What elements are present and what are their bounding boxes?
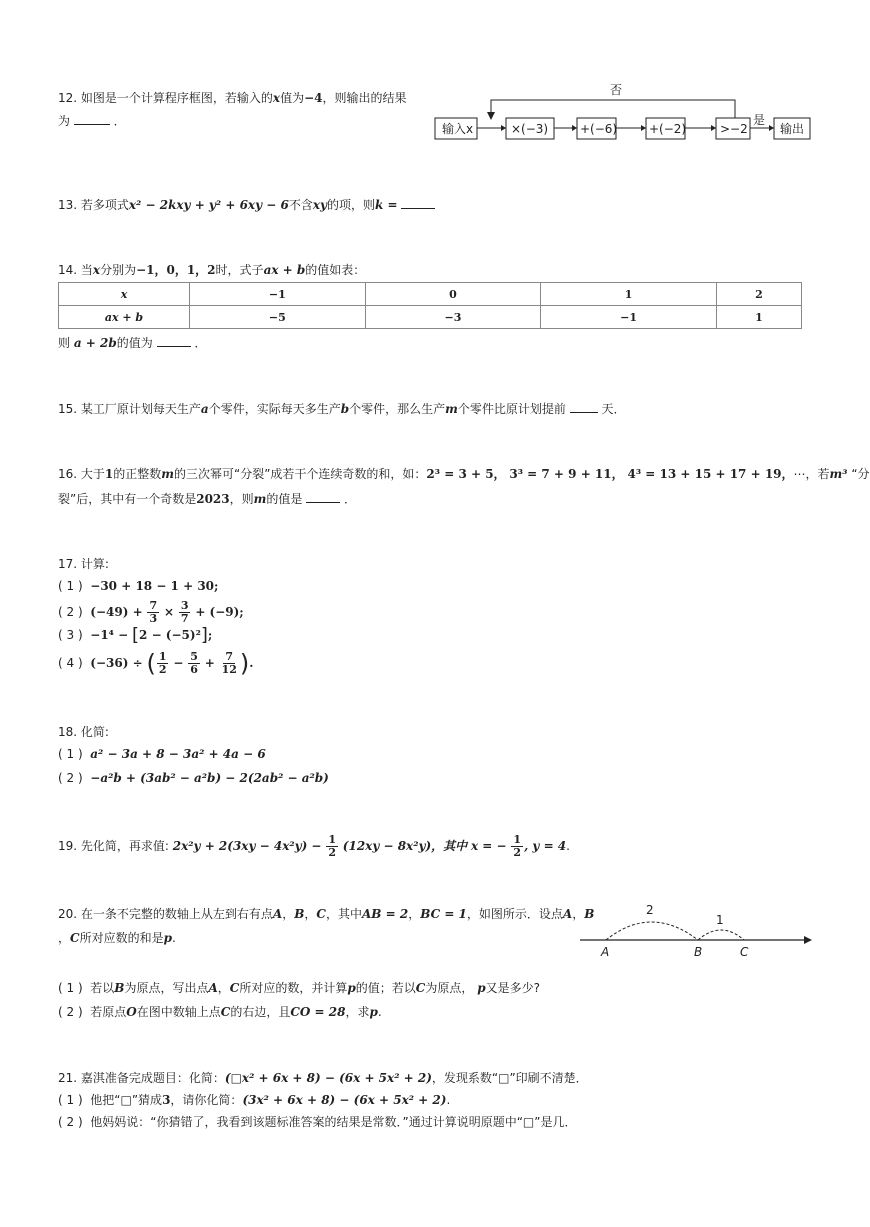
table-cell: −1 xyxy=(190,283,366,306)
point-a-label: A xyxy=(601,945,610,959)
arc-ab xyxy=(606,922,698,940)
fraction: $\frac{1}{2}$ xyxy=(158,650,167,676)
q18-part2: ( 2 ) −a²b + (3ab² − a²b) − 2(2ab² − a²b) xyxy=(58,771,329,785)
fraction: $\frac{1}{2}$ xyxy=(328,833,336,859)
flowchart-arrowhead-2 xyxy=(572,125,577,131)
answer-blank[interactable] xyxy=(570,400,598,413)
table-cell: −5 xyxy=(190,306,366,329)
q18-part1: ( 1 ) a² − 3a + 8 − 3a² + 4a − 6 xyxy=(58,747,266,761)
flowchart-input-label: 输入x xyxy=(442,122,474,136)
q21-line1: 21. 嘉淇准备完成题目：化简：(□x² + 6x + 8) − (6x + 5x² + 2)，发现系数“□”印刷不清楚． xyxy=(58,1071,588,1085)
fraction: $\frac{7}{12}$ xyxy=(221,650,237,676)
flowchart-add2-label: +(−2) xyxy=(649,122,687,136)
flowchart-arrowhead-4 xyxy=(711,125,716,131)
table-cell: 2 xyxy=(716,283,801,306)
arc-bc-label: 1 xyxy=(716,913,724,927)
q20-line1: 20. 在一条不完整的数轴上从左到右有点A，B，C，其中AB = 2，BC = 1，如图所示．设点A，B xyxy=(58,907,595,921)
flowchart-arrowhead-5 xyxy=(769,125,774,131)
point-c-label: C xyxy=(740,945,749,959)
q17-part3: ( 3 ) −1⁴ − [2 − (−5)²]; xyxy=(58,624,213,646)
fraction: $\frac{7}{3}$ xyxy=(149,599,158,625)
q17-part1: ( 1 ) −30 + 18 − 1 + 30; xyxy=(58,579,219,593)
answer-blank[interactable] xyxy=(306,490,340,503)
table-cell: 1 xyxy=(541,283,717,306)
q15-line: 15. 某工厂原计划每天生产a个零件，实际每天多生产b个零件，那么生产m个零件比原计划提前 天． xyxy=(58,402,626,416)
table-cell: −1 xyxy=(541,306,717,329)
q14-line: 14. 当x分别为−1，0，1，2时，式子ax + b的值如表： xyxy=(58,263,366,277)
q17-part2: ( 2 ) (−49) + $\frac{7}{3}$ × $\frac{3}{7}$ + (−9); xyxy=(58,599,244,625)
table-cell: 1 xyxy=(716,306,801,329)
q20-line2: ，C所对应数的和是p. xyxy=(58,931,176,945)
fraction: $\frac{3}{7}$ xyxy=(180,599,189,625)
table-cell: −3 xyxy=(365,306,541,329)
table-cell: ax + b xyxy=(59,306,190,329)
q13-line: 13. 若多项式x² − 2kxy + y² + 6xy − 6不含xy的项，则k = xyxy=(58,196,435,213)
fraction: $\frac{5}{6}$ xyxy=(190,650,198,676)
flowchart-multiply-label: ×(−3) xyxy=(511,122,549,136)
point-b-label: B xyxy=(694,945,703,959)
number-line-arrowhead xyxy=(804,936,812,944)
q17-title: 17. 计算: xyxy=(58,557,109,571)
flowchart-compare-label: >−2 xyxy=(720,122,748,136)
q21-part2: ( 2 ) 他妈妈说：“你猜错了，我看到该题标准答案的结果是常数．”通过计算说明原题中“□”是几． xyxy=(58,1115,577,1129)
arc-bc xyxy=(698,930,744,940)
flowchart-yes-label: 是 xyxy=(753,113,766,127)
flowchart-add1-label: +(−6) xyxy=(580,122,618,136)
table-row xyxy=(59,283,802,306)
q16-line2: 裂”后，其中有一个奇数是2023，则m的值是 ． xyxy=(58,492,357,506)
flowchart-arrowhead-1 xyxy=(501,125,506,131)
q12-line1: 12. 如图是一个计算程序框图，若输入的x值为−4，则输出的结果 xyxy=(58,91,407,105)
q20-part1: ( 1 ) 若以B为原点，写出点A，C所对应的数，并计算p的值；若以C为原点， p又是多少? xyxy=(58,981,540,995)
answer-blank[interactable] xyxy=(74,112,110,125)
q18-title: 18. 化简: xyxy=(58,725,109,739)
flowchart-loop-arrowhead xyxy=(487,112,495,120)
flowchart-no-label: 否 xyxy=(610,83,623,97)
q12-line2: 为 ． xyxy=(58,114,126,128)
q21-part1: ( 1 ) 他把“□”猜成3，请你化简：(3x² + 6x + 8) − (6x + 5x² + 2). xyxy=(58,1093,451,1107)
answer-blank[interactable] xyxy=(401,196,435,209)
flowchart-output-label: 输出 xyxy=(780,122,805,136)
q14-after-line: 则 a + 2b的值为 ． xyxy=(58,336,207,350)
table-cell: x xyxy=(59,283,190,306)
table-row xyxy=(59,306,802,329)
flowchart-arrowhead-3 xyxy=(641,125,646,131)
q14-value-table xyxy=(58,282,802,329)
answer-blank[interactable] xyxy=(157,334,191,347)
q19-line: 19. 先化简，再求值: 2x²y + 2(3xy − 4x²y) − $\frac{1}{2}$ (12xy − 8x²y)，其中 x = − $\frac{1}{2}$ , y = 4. xyxy=(58,833,570,859)
table-cell: 0 xyxy=(365,283,541,306)
flowchart-loop-line xyxy=(491,100,735,118)
q16-line1: 16. 大于1的正整数m的三次幂可“分裂”成若干个连续奇数的和，如：2³ = 3 + 5， 3³ = 7 + 9 + 11， 4³ = 13 + 15 + 17 + 19，⋯，若m³ “分 xyxy=(58,467,870,481)
q17-part4: ( 4 ) (−36) ÷ ( $\frac{1}{2}$ − $\frac{5}{6}$ + $\frac{7}{12}$ ). xyxy=(58,649,254,678)
fraction: $\frac{1}{2}$ xyxy=(513,833,522,859)
arc-ab-label: 2 xyxy=(646,903,654,917)
flowchart xyxy=(430,80,815,144)
q20-part2: ( 2 ) 若原点O在图中数轴上点C的右边，且CO = 28，求p. xyxy=(58,1005,382,1019)
number-line-diagram xyxy=(578,900,814,962)
